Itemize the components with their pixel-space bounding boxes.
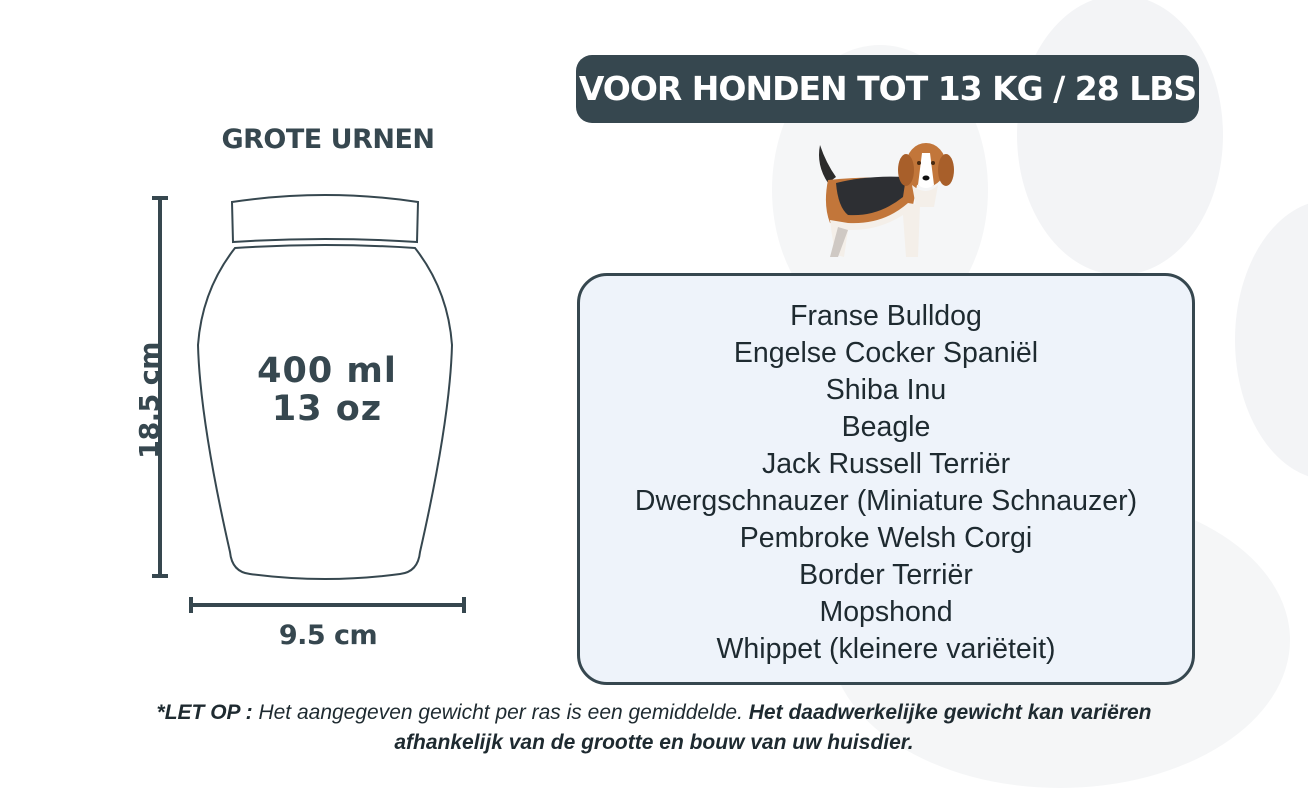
height-label: 18.5 cm xyxy=(134,342,166,459)
disclaimer-note xyxy=(134,698,1174,758)
volume-ml: 400 ml xyxy=(257,351,397,391)
breed-item: Dwergschnauzer (Miniature Schnauzer) xyxy=(634,485,1138,517)
note-emphasis: Het daadwerkelijke gewicht kan variëren afhankelijk van de grootte en bouw van uw huisdier. xyxy=(394,701,1152,754)
urn-size-title: GROTE URNEN xyxy=(221,124,435,155)
weight-banner: VOOR HONDEN TOT 13 KG / 28 LBS xyxy=(576,55,1199,123)
urn-volume xyxy=(200,352,454,428)
breed-item: Mopshond xyxy=(819,596,953,628)
breed-item: Shiba Inu xyxy=(825,374,947,406)
breed-item: Pembroke Welsh Corgi xyxy=(739,522,1033,554)
breed-item: Engelse Cocker Spaniël xyxy=(733,337,1039,369)
volume-oz: 13 oz xyxy=(271,389,383,429)
breed-item: Border Terriër xyxy=(799,559,973,591)
width-label: 9.5 cm xyxy=(278,620,378,651)
width-dimension-line xyxy=(191,597,464,613)
breed-item: Beagle xyxy=(841,411,931,443)
urn-lid xyxy=(232,195,418,242)
breed-item: Jack Russell Terriër xyxy=(761,448,1011,480)
note-label: *LET OP : xyxy=(156,701,253,724)
beagle-dog-icon xyxy=(808,135,958,265)
note-text: Het aangegeven gewicht per ras is een gemiddelde. xyxy=(252,701,749,724)
breed-list xyxy=(577,273,1195,685)
breed-item: Whippet (kleinere variëteit) xyxy=(716,633,1056,665)
breed-item: Franse Bulldog xyxy=(790,300,982,332)
